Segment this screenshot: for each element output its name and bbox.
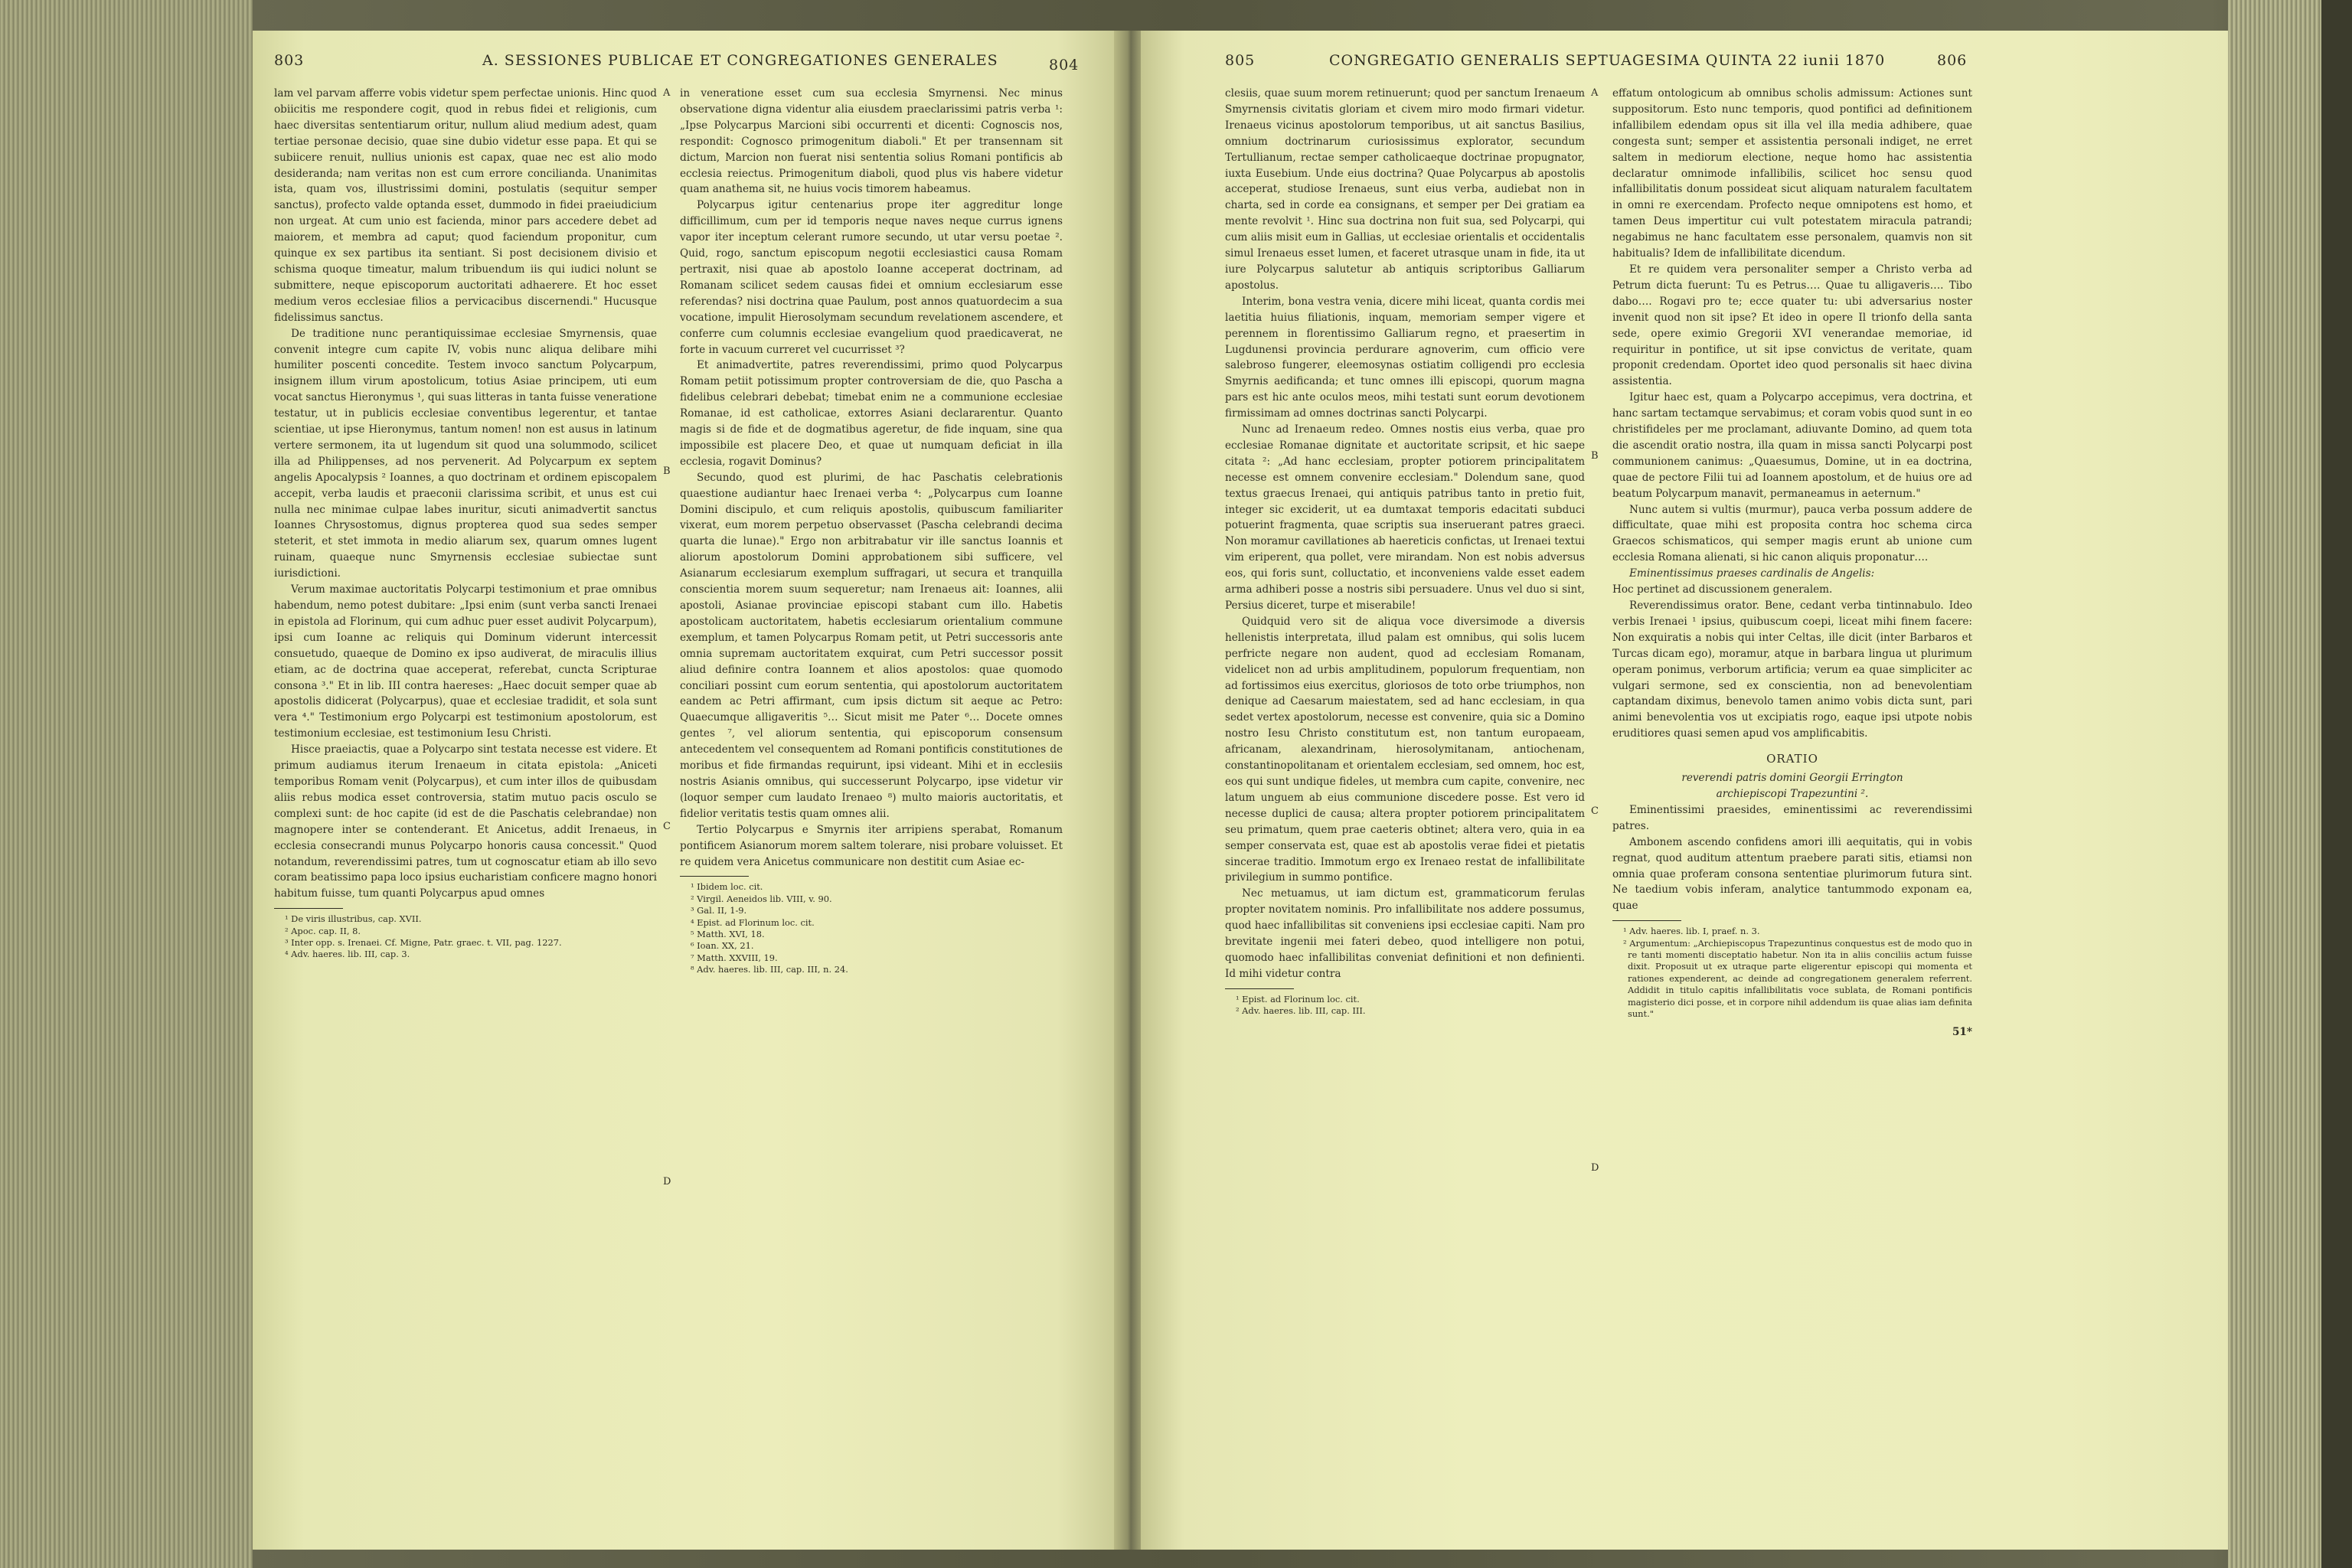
signature-mark: 51* bbox=[1952, 1026, 1972, 1039]
footnote: ² Adv. haeres. lib. III, cap. III. bbox=[1236, 1005, 1366, 1017]
right-page bbox=[1141, 31, 2228, 1550]
left-page-column-1 bbox=[274, 86, 657, 961]
footnote: ¹ Epist. ad Florinum loc. cit. bbox=[1236, 993, 1360, 1004]
page-block-right-edge bbox=[2228, 0, 2352, 1568]
paragraph: Igitur haec est, quam a Polycarpo accepimus, vera doctrina, et hanc sartam tectamque servabimus; et coram vobis quod sunt in eo christifideles per me proclamant, adiuvante Domino, ad quem tota die ascendit oratio nostra, illa quam in missa sancti Polycarpi post communionem canimus: „Quaesumus, Domine, ut in ea doctrina, quae de pectore Filii tui ad Ioannem apostolum, et de huius ore ad beatum Polycarpum manavit, permaneamus in aeternum." bbox=[1612, 391, 1972, 500]
paragraph: Nunc ad Irenaeum redeo. Omnes nostis eius verba, quae pro ecclesiae Romanae dignitate et auctoritate scripsit, et hic saepe citata ²: „Ad hanc ecclesiam, propter potiorem principalitatem necesse est omnem convenire ecclesiam." Dolendum sane, quod textus graecus Irenaei, qui antiquis patribus tanto in pretio fuit, integer sic exciderit, ut ea dumtaxat temporis edacitati subduci potuerint fragmenta, quae scriptis sua inseruerant patres graeci. Non moramur cavillationes ab haereticis confictas, ut Irenaei textui vim eriperent, qua pollet, vere mirandam. Non est nobis adversus eos, qui foris sunt, colluctatio, et inconveniens valde esset eadem arma adhiberi posse a nostris sibi persuadere. Unus vel duo si sint, Persius diceret, turpe et miserabile! bbox=[1225, 423, 1585, 612]
page-number-805: 805 bbox=[1225, 52, 1256, 69]
paragraph: Tertio Polycarpus e Smyrnis iter arripiens sperabat, Romanum pontificem Asianorum morem saltem tolerare, nisi probare voluisset. Et re quidem vera Anicetus communicare non destitit cum Asiae ec- bbox=[680, 823, 1063, 868]
paragraph: Interim, bona vestra venia, dicere mihi liceat, quanta cordis mei laetitia huius filiationis, inquam, memoriam semper vigere et perennem in florentissimo Galliarum regno, et praesertim in Lugdunensi provincia perdurare agnoverim, cum officio vere salebroso fungerer, eleemosynas ostiatim colligendi pro ecclesia Smyrnis aedificanda; et tunc omnes illi episcopi, quorum magna pars est hic ante oculos meos, mihi testati sunt eorum devotionem firmissimam ad omnes doctrinas sancti Polycarpi. bbox=[1225, 295, 1585, 420]
right-page-column-1 bbox=[1225, 86, 1585, 1018]
paragraph: De traditione nunc perantiquissimae ecclesiae Smyrnensis, quae convenit integre cum capite IV, vobis nunc aliqua delibare mihi humiliter poscenti concedite. Testem invoco sanctum Polycarpum, insignem illum virum apostolicum, totius Asiae principem, uti eum vocat sanctus Hieronymus ¹, qui suas litteras in tanta fuisse veneratione testatur, ut in publicis ecclesiae conventibus legerentur, et tantae scientiae, ut ipse Hieronymus, tantum nomen! non est ausus in latinum vertere sermonem, ita ut lugendum sit quod una solummodo, scilicet illa ad Philippenses, ad nos pervenerit. Ad Polycarpum ex septem angelis Apocalypsis ² Ioannes, a quo doctrinam et ordinem episcopalem accepit, verba laudis et praeconii clarissima scribit, et unus est cui nulla nec minimae culpae labes inuritur, sicuti animadvertit sanctus Ioannes Chrysostomus, dignus propterea quod sua sedes semper steterit, et stet immota in medio aliarum sex, quarum omnes lugent ruinam, quaeque nunc Smyrnensis ecclesiae subiectae sunt iurisdictioni. bbox=[274, 327, 657, 580]
paragraph: Et re quidem vera personaliter semper a Christo verba ad Petrum dicta fuerunt: Tu es Petrus…. Quae tu alligaveris…. Tibo dabo…. Rogavi pro te; ecce quater tu: ubi adversarius noster invenit quod non sit ipse? Et ideo in opere Il trionfo della santa sede, opere eximio Gregorii XVI venerandae memoriae, id requiritur in pontifice, ut sit ipse convictus de veritate, quam proponit credendam. Oportet ideo quod personalis sit haec divina assistentia. bbox=[1612, 263, 1972, 388]
footnotes bbox=[1612, 926, 1972, 1020]
footnote: ¹ Ibidem loc. cit. bbox=[691, 881, 763, 893]
paragraph: clesiis, quae suum morem retinuerunt; quod per sanctum Irenaeum Smyrnensis civitatis gloriam et civem miro modo firmari videtur. Irenaeus vicinus apostolorum temporibus, ut ait sanctus Basilius, omnium doctrinarum curiosissimus explorator, secundum Tertullianum, rectae semper catholicaeque doctrinae propugnator, iuxta Eusebium. Unde eius doctrina? Quae Polycarpus ab apostolis acceperat, studiose Irenaeus, sunt eius verba, audiebat non in charta, sed in corde ea consignans, et semper per Dei gratiam ea mente revolvit ¹. Hinc sua doctrina non fuit sua, sed Polycarpi, qui cum aliis misit eum in Gallias, ut ecclesiae orientalis et occidentalis simul Irenaeus esset lumen, et faceret utrasque unam in fide, ita ut iure Polycarpus salutetur ab antiquis scriptoribus Galliarum apostolus. bbox=[1225, 87, 1585, 292]
footnote-rule bbox=[1225, 988, 1294, 989]
footnotes bbox=[1225, 994, 1585, 1018]
footnote: ⁵ Matth. XVI, 18. bbox=[691, 929, 765, 940]
footnote-rule bbox=[680, 876, 749, 877]
paragraph: Quidquid vero sit de aliqua voce diversimode a diversis hellenistis interpretata, illud palam est omnibus, qui solis lucem perfricte negare non audent, quod ad ecclesiam Romanam, videlicet non ad urbis amplitudinem, populorum frequentiam, non ad fortissimos eius exercitus, gloriosos de toto orbe triumphos, non denique ad Caesarum maiestatem, sed ad hanc ecclesiam, in qua sedet vertex apostolorum, necesse est convenire, quia sic a Domino nostro Iesu Christo constitutum est, non tantum europaeam, africanam, alexandrinam, hierosolymitanam, antiochenam, constantinopolitanam et orientalem ecclesiam, sed omnem, hoc est, eos qui sunt undique fideles, ut membra cum capite, convenire, nec latum unguem ab eius communione discedere posse. Est vero id necesse duplici de causa; altera propter potiorem principalitatem seu primatum, quem prae caeteris obtinet; altera vero, quia in ea semper conservata est, quae est ab apostolis verae fidei et pietatis sincerae traditio. Immotum ergo ex Irenaeo restat de infallibilitate privilegium in summo pontifice. bbox=[1225, 615, 1585, 884]
footnote: ² Argumentum: „Archiepiscopus Trapezuntinus conquestus est de modo quo in re tanti momenti disceptatio habetur. Non ita in aliis conciliis actum fuisse dixit. Proposuit ut ex utraque parte eligerentur episcopi qui momenta et rationes expenderent, ac deinde ad congregationem generalem referrent. Addidit in titulo capitis infallibilitatis voce sublata, de Romani pontificis magisterio dici posse, et in corpore nihil addendum iis quae alias iam definita sunt." bbox=[1623, 937, 1972, 1020]
praeses-remark: Hoc pertinet ad discussionem generalem. bbox=[1612, 583, 1833, 596]
footnote: ⁷ Matth. XXVIII, 19. bbox=[691, 952, 778, 963]
paragraph: Hisce praeiactis, quae a Polycarpo sint testata necesse est videre. Et primum audiamus iterum Irenaeum in citata epistola: „Aniceti temporibus Romam venit (Polycarpus), et cum inter illos de quibusdam aliis rebus modica esset controversia, statim mutuo pacis osculo se complexi sunt: de hoc capite (id est de die Paschatis celebrandae) non magnopere inter se contenderant. Et Anicetus, addit Irenaeus, in ecclesia consecrandi munus Polycarpo honoris causa concessit." Quod notandum, reverendissimi patres, tum ut cognoscatur etiam ab illo sevo coram beatissimo papa loco ipsius eucharistiam conficere magno honori habitum fuisse, tum quanti Polycarpus apud omnes bbox=[274, 743, 657, 900]
footnote: ³ Inter opp. s. Irenaei. Cf. Migne, Patr. graec. t. VII, pag. 1227. bbox=[285, 937, 562, 949]
footnote: ⁴ Epist. ad Florinum loc. cit. bbox=[691, 916, 815, 928]
paragraph: Ambonem ascendo confidens amori illi aequitatis, qui in vobis regnat, quod auditum attentum praeberе parati sitis, etiamsi non omnia quae proferam consona sententiae plurimorum futura sint. Ne taedium vobis inferam, analytice tantummodo exponam ea, quae bbox=[1612, 835, 1972, 913]
right-page-column-2 bbox=[1612, 86, 1972, 1040]
paragraph: lam vel parvam afferre vobis videtur spem perfectae unionis. Hinc quod obiicitis me respondere cogit, quod in rebus fidei et religionis, cum haec diversitas sententiarum oritur, nullum aliud medium adest, quam tertiae personae decisio, quae sine dubio videtur esse papa. Et qui se subiicere renuit, nullius unionis est capax, quae nec est alio modo desideranda; nam veritas non est cum errore conciliandа. Unanimitas ista, quam vos, illustrissimi domini, postulatis (sequitur semper sanctus), profecto valde optanda esset, dummodo in fidei praeiudicium non urgeat. At cum unio est facienda, minor pars accedere debet ad maiorem, et membra ad caput; quod faciendum proponitur, cum quinque ex sex partibus ita sentiant. Si post decisionem divisio et schisma quoque timeatur, malum tribuendum iis qui iudici nolunt se submittere, neque episcoporum auctoritati adhaerere. Et hoc esset medium veros ecclesiae filios a pervicacibus discernendi." Hucusque fidelissimus sanctus. bbox=[274, 87, 657, 324]
paragraph: Polycarpus igitur centenarius prope iter aggreditur longe difficillimum, cum per id temporis neque naves neque currus ignens vapor iter inceptum celerant rumore secundo, ut utar versu poetae ². Quid, rogo, sanctum episcopum negotii ecclesiastici causa Romam pertraxit, nisi quae ab apostolo Ioanne acceperat doctrinam, ad Romanam scilicet sedem causas fidei et omnium ecclesiarum esse referendas? nisi doctrina quae Paulum, post annos quatuordecim a sua vocatione, impulit Hierosolymam secundum revelationem ascendere, et conferre cum columnis ecclesiae evangelium quod praedicaverat, ne forte in vacuum curreret vel cucurrisset ³? bbox=[680, 199, 1063, 356]
paragraph: effatum ontologicum ab omnibus scholis admissum: Actiones sunt suppositorum. Esto nunc temporis, quod pontifici ad definitionem infallibilem edendam opus sit illa vel illa media adhibere, quae congesta sunt; semper et assistentia personali indiget, ne erret saltem in mediorum electione, neque homo hac assistentia declaratur omnimode infallibilis, scilicet hoc sensu quod infallibilitatis donum possideat sicut aliquam naturalem facultatem in omni re exercendam. Profecto neque omnipotens est homo, et tamen Deus impertitur cui vult potestatem miracula patrandi; negabimus ne hanc facultatem esse personalem, quamvis non sit habitualis? Idem de infallibilitate dicendum. bbox=[1612, 87, 1972, 260]
margin-letter-c: C bbox=[663, 821, 671, 832]
paragraph: Nunc autem si vultis (murmur), pauca verba possum addere de difficultate, quae mihi est proposita contra hoc schema circa Graecos schismaticos, qui semper magis erunt ab unione cum ecclesia Romana alienati, si hic canon aliquis proponatur…. bbox=[1612, 503, 1972, 564]
footnote: ⁸ Adv. haeres. lib. III, cap. III, n. 24. bbox=[691, 964, 848, 975]
praeses-speaker: Eminentissimus praeses cardinalis de Angelis: bbox=[1629, 567, 1875, 580]
book-gutter bbox=[1114, 31, 1145, 1550]
paragraph: Verum maximae auctoritatis Polycarpi testimonium et prae omnibus habendum, nemo potest dubitare: „Ipsi enim (sunt verba sancti Irenaei in epistola ad Florinum, qui cum adhuc puer esset audivit Polycarpum), ipsi cum Ioanne ac reliquis qui Dominum viderunt intercessit consuetudo, quaeque de Domino ex ipso audiverat, de miraculis illius etiam, ac de doctrina quae acceperat, referebat, cuncta Scripturae consona ³." Et in lib. III contra haereses: „Haec docuit semper quae ab apostolis didicerat (Polycarpus), quae et ecclesiae tradidit, et sola sunt vera ⁴." Testimonium ergo Polycarpi est testimonium apostolorum, est testimonium ecclesiae, est testimonium Iesu Christi. bbox=[274, 583, 657, 740]
running-head-right: CONGREGATIO GENERALIS SEPTUAGESIMA QUINTA 22 iunii 1870 bbox=[1329, 52, 1886, 69]
page-number-804: 804 bbox=[1049, 57, 1080, 74]
paragraph: in veneratione esset cum sua ecclesia Smyrnensi. Nec minus observatione digna videntur alia eiusdem praeclarissimi patris verba ¹: „Ipse Polycarpus Marcioni sibi occurrenti et dicenti: Cognoscis nos, respondit: Cognosco primogenitum diaboli." Et per transennam sit dictum, Marcion non fuerat nisi sententia solius Romani pontificis ab ecclesia reiectus. Primogenitum diaboli, quod plus vis habere videtur quam anathema sit, ne huius vocis timorem habeamus. bbox=[680, 87, 1063, 196]
footnote: ¹ Adv. haeres. lib. I, praef. n. 3. bbox=[1623, 926, 1760, 937]
orator-paragraph: Reverendissimus orator. Bene, cedant verba tintinnabulo. Ideo verbis Irenaei ¹ ipsius, quibuscum coepi, liceat mihi finem facere: Non exquiratis a nobis qui inter Celtas, ille dicit (inter Barbaros et Turcas dicam ego), moramur, atque in barbara lingua ut plurimum operam ponimus, verborum artificia; verum ea quae simpliciter ac vulgari sermone, sed ex conscientia, non ad benevolentiam captandam diximus, benevolo tamen animo vobis dicta sunt, pari animi benevolentia vos ut excipiatis rogo, eaque ipsi utpote nobis eruditiores quasi semen apud vos amplificabitis. bbox=[1612, 599, 1972, 740]
footnote: ⁴ Adv. haeres. lib. III, cap. 3. bbox=[285, 949, 410, 960]
margin-letter-b: B bbox=[663, 466, 671, 477]
footnote: ¹ De viris illustribus, cap. XVII. bbox=[285, 913, 422, 925]
margin-letter-d: D bbox=[663, 1176, 671, 1187]
paragraph: Eminentissimi praesides, eminentissimi ac reverendissimi patres. bbox=[1612, 803, 1972, 832]
page-block-left-edge bbox=[0, 0, 253, 1568]
oratio-subtitle: archiepiscopi Trapezuntini ². bbox=[1716, 787, 1869, 800]
page-number-806: 806 bbox=[1937, 52, 1968, 69]
footnote-rule bbox=[274, 908, 343, 909]
page-number-803: 803 bbox=[274, 52, 305, 69]
footnotes bbox=[680, 881, 1063, 975]
margin-letter-d: D bbox=[1591, 1162, 1599, 1174]
paragraph: Et animadvertite, patres reverendissimi, primo quod Polycarpus Romam petiit potissimum propter controversiam de die, quo Pascha a fidelibus celebrari debebat; timebat enim ne a communione ecclesiae Romanae, id est catholicae, extorres Asiani declararentur. Quanto magis si de fide et de dogmatibus ageretur, de fide inquam, sine qua impossibile est placere Deo, et quae ut numquam deficiat in illa ecclesia, rogavit Dominus? bbox=[680, 359, 1063, 468]
oratio-subtitle: reverendi patris domini Georgii Errington bbox=[1681, 772, 1903, 785]
margin-letter-a: A bbox=[663, 87, 671, 99]
margin-letter-b: B bbox=[1591, 450, 1599, 462]
margin-letter-a: A bbox=[1591, 87, 1599, 99]
margin-letter-c: C bbox=[1591, 805, 1599, 817]
footnotes bbox=[274, 913, 657, 961]
oratio-heading: ORATIO bbox=[1766, 752, 1818, 766]
paragraph: Nec metuamus, ut iam dictum est, grammaticorum ferulas propter novitatem nominis. Pro infallibilitate nos addere possumus, quod haec infallibilitas sit conveniens ipsi ecclesiae capiti. Nam pro brevitate ingenii mei fateri debeo, quod intelligere non potui, quomodo haec infallibilitas conveniat definitioni et non definienti. Id mihi videtur contra bbox=[1225, 887, 1585, 980]
footnote: ² Virgil. Aeneidos lib. VIII, v. 90. bbox=[691, 893, 832, 904]
footnote: ⁶ Ioan. XX, 21. bbox=[691, 940, 754, 952]
left-page bbox=[253, 31, 1118, 1550]
footnote: ³ Gal. II, 1-9. bbox=[691, 905, 747, 916]
paragraph: Secundo, quod est plurimi, de hac Paschatis celebrationis quaestione audiantur haec Irenaei verba ⁴: „Polycarpus cum Ioanne Domini discipulo, et cum reliquis apostolis, quibuscum familiariter vixerat, eum morem perpetuo observasset (Pascha celebrandi decima quarta die lunae)." Ergo non arbitrabatur vir ille sanctus Ioannis et aliorum apostolorum Domini approbationem sibi sufficere, vel Asianarum ecclesiarum exemplum suffragari, ut secura et tranquilla conscientia morem suum sequeretur; nam Irenaeus ait: Ioannes, alii apostoli, Asianae provinciae episcopi stabant cum illo. Habetis apostolicam auctoritatem, habetis ecclesiarum orientalium commune exemplum, et tamen Polycarpus Romam petit, ut Petri successoris ante omnia supremam auctoritatem exquirat, cum Petri successor possit aliud definire contra Ioannem et alios apostolos: quae quomodo conciliari possint cum eorum sententia, qui apostolorum auctoritatem eandem ac Petri affirmant, cum ipsis dictum sit aeque ac Petro: Quaecumque alligaveritis ⁵… Sicut misit me Pater ⁶… Docete omnes gentes ⁷, vel aliorum sententia, qui episcoporum consensum antecedentem vel consequentem ad Romani pontificis constitutiones de moribus et fide firmandas requirunt, ipsi videant. Mihi et in ecclesiis nostris Asianis omnibus, qui successerunt Polycarpo, ipse videtur vir (loquor semper cum laudato Irenaeo ⁸) multo maioris auctoritatis, et fidelior veritatis testis quam omnes alii. bbox=[680, 471, 1063, 820]
left-page-column-2 bbox=[680, 86, 1063, 976]
footnote: ² Apoc. cap. II, 8. bbox=[285, 925, 361, 936]
running-head-left: A. SESSIONES PUBLICAE ET CONGREGATIONES GENERALES bbox=[482, 52, 998, 69]
footnote-rule bbox=[1612, 920, 1681, 921]
